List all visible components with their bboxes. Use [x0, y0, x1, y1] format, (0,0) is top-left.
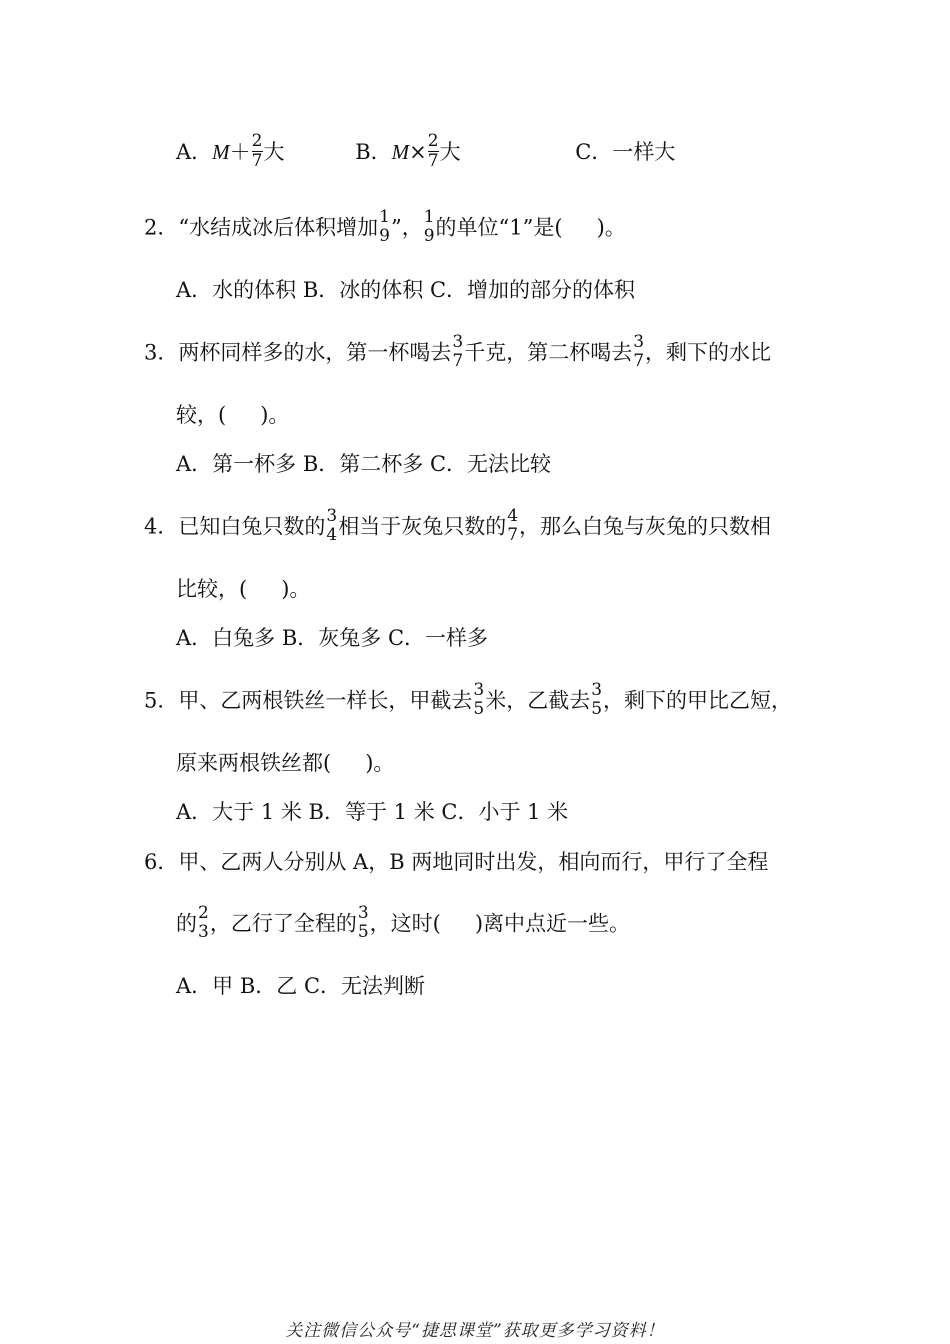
question-number: 3． — [144, 340, 179, 365]
fraction-denominator: 5 — [473, 699, 485, 719]
fraction-numerator: 2 — [198, 903, 209, 923]
fraction-numerator: 3 — [452, 332, 464, 352]
question-text: )。 — [281, 577, 311, 601]
q1-option-a-fraction — [252, 132, 263, 171]
fraction-denominator: 7 — [452, 351, 464, 371]
question-text: 的单位“1”是( — [435, 215, 563, 240]
fraction-numerator: 2 — [427, 131, 439, 151]
fraction — [452, 333, 463, 371]
fraction-denominator: 5 — [591, 699, 603, 719]
question-text: )。 — [260, 403, 290, 427]
fraction-denominator: 9 — [423, 226, 435, 246]
question-text: ，剩下的甲比乙短， — [603, 688, 793, 713]
question-text: 千克，第二杯喝去 — [464, 340, 633, 365]
fraction-denominator: 7 — [633, 351, 645, 371]
footer-note: 关注微信公众号“捷思课堂”获取更多学习资料！ — [285, 1321, 665, 1341]
question-text: 较，( — [176, 403, 227, 427]
question-text: 原来两根铁丝都( — [176, 751, 332, 775]
question-text: )。 — [365, 751, 395, 775]
fraction — [473, 681, 484, 719]
question-3-line-2 — [176, 400, 289, 430]
question-4 — [144, 506, 772, 547]
q1-options — [176, 131, 676, 173]
fraction-numerator: 3 — [633, 332, 645, 352]
question-6 — [144, 847, 768, 877]
q1-option-a-var: M — [212, 140, 230, 164]
question-3 — [144, 332, 772, 373]
question-text: ，剩下的水比 — [645, 340, 772, 365]
question-5-options: A．大于 1 米 B．等于 1 米 C．小于 1 米 — [176, 800, 569, 824]
question-text: “水结成冰后体积增加 — [178, 215, 379, 240]
question-5 — [144, 680, 793, 721]
fraction-numerator: 3 — [473, 680, 485, 700]
fraction-numerator: 3 — [591, 680, 603, 700]
fraction-numerator: 3 — [357, 903, 369, 923]
fraction — [379, 208, 390, 246]
question-text: 相当于灰兔只数的 — [338, 514, 507, 539]
question-text: 甲、乙两人分别从 A，B 两地同时出发，相向而行，甲行了全程 — [178, 850, 769, 874]
question-text: )。 — [596, 215, 626, 240]
question-text: 的 — [176, 911, 197, 936]
q1-option-b-label: B． — [355, 140, 392, 164]
question-text: 已知白兔只数的 — [178, 514, 326, 539]
q1-option-a-label: A． — [176, 140, 213, 164]
fraction — [358, 904, 369, 942]
question-number: 2． — [144, 215, 179, 240]
question-text: )离中点近一些。 — [474, 911, 631, 936]
fraction-numerator: 3 — [326, 506, 338, 526]
q1-option-b-op: × — [409, 140, 427, 164]
question-2-options: A．水的体积 B．冰的体积 C．增加的部分的体积 — [176, 278, 636, 302]
question-6-line-2 — [176, 903, 631, 944]
fraction-numerator: 4 — [507, 506, 519, 526]
q1-option-a — [176, 131, 285, 173]
question-6-options: A．甲 B．乙 C．无法判断 — [176, 974, 426, 998]
fraction — [198, 904, 209, 942]
fraction-denominator: 4 — [326, 525, 338, 545]
question-4-line-2 — [176, 574, 310, 604]
fraction-denominator: 7 — [251, 151, 263, 171]
question-text: ，乙行了全程的 — [209, 911, 357, 936]
question-2 — [144, 207, 626, 248]
fraction-denominator: 9 — [379, 226, 390, 246]
question-text: 比较，( — [176, 577, 248, 601]
question-text: 两杯同样多的水，第一杯喝去 — [178, 340, 452, 365]
q1-option-a-op: ＋ — [229, 140, 251, 164]
q1-option-b-fraction — [428, 132, 439, 171]
fraction-numerator: 2 — [251, 131, 263, 151]
q1-option-b-tail: 大 — [439, 140, 461, 164]
q1-option-b — [355, 131, 461, 173]
question-5-line-2 — [176, 748, 394, 778]
fraction — [424, 208, 435, 246]
fraction — [591, 681, 602, 719]
question-number: 5． — [144, 688, 179, 713]
question-text: ，这时( — [369, 911, 441, 936]
fraction-denominator: 7 — [427, 151, 439, 171]
question-text: ”， — [390, 215, 423, 240]
q1-option-c: C．一样大 — [575, 140, 676, 164]
fraction-numerator: 1 — [379, 207, 390, 227]
fraction-denominator: 7 — [507, 525, 519, 545]
question-text: ，那么白兔与灰兔的只数相 — [519, 514, 772, 539]
q1-option-a-tail: 大 — [263, 140, 285, 164]
question-number: 6． — [144, 850, 179, 874]
fraction — [326, 507, 337, 545]
question-number: 4． — [144, 514, 179, 539]
question-4-options: A．白兔多 B．灰兔多 C．一样多 — [176, 626, 489, 650]
q1-option-b-var: M — [391, 140, 410, 164]
question-text: 甲、乙两根铁丝一样长，甲截去 — [178, 688, 473, 713]
fraction-numerator: 1 — [423, 207, 435, 227]
fraction-denominator: 5 — [357, 922, 369, 942]
question-text: 米，乙截去 — [485, 688, 591, 713]
fraction — [633, 333, 644, 371]
question-3-options: A．第一杯多 B．第二杯多 C．无法比较 — [176, 452, 552, 476]
fraction-denominator: 3 — [198, 922, 209, 942]
fraction — [507, 507, 518, 545]
